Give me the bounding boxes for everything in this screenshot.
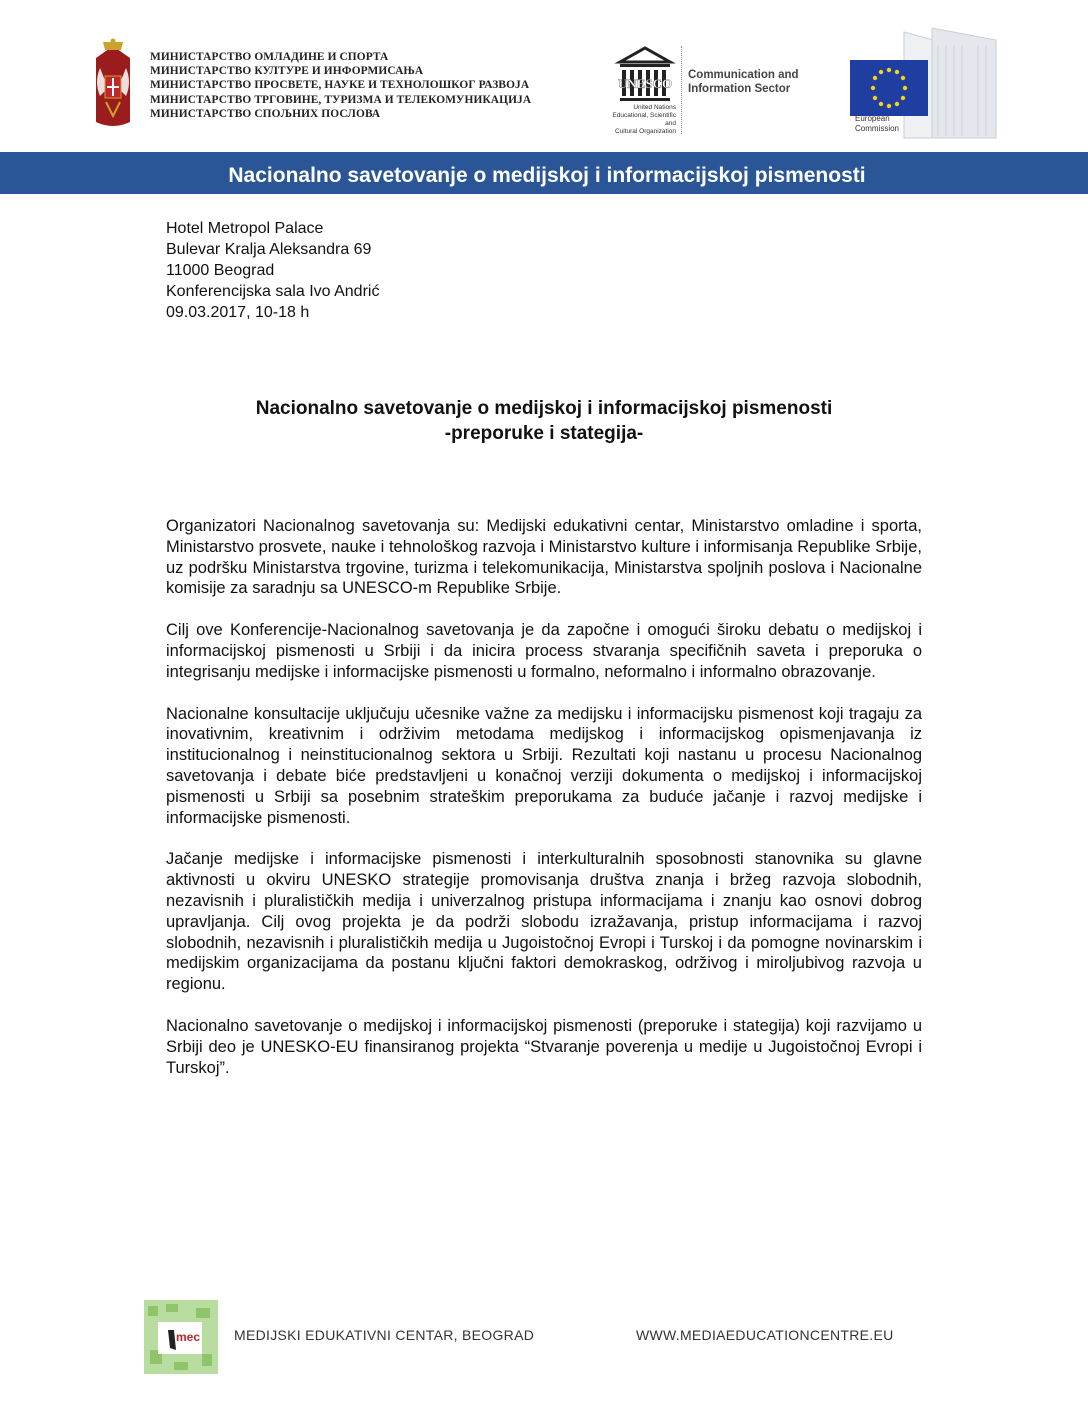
footer-website: WWW.MEDIAEDUCATIONCENTRE.EU [636, 1327, 894, 1343]
body-paragraph: Nacionalno savetovanje o medijskoj i informacijskoj pismenosti (preporuke i stategija) koji razvijamo u Srbiji deo je UNESKO-EU finansiranog projekta “Stvaranje poverenja u medije u Jugoistočnoj Evropi i Turskoj”. [166, 1016, 922, 1077]
unesco-subtitle [612, 104, 676, 136]
document-body [166, 516, 922, 1099]
body-paragraph: Cilj ove Konferencije-Nacionalnog savetovanja je da započne i omogući široku debatu o medijskoj i informacijskoj pismenosti u Srbiji i da inicira process stvaranja specifičnih saveta i preporuka o integrisanju medijske i informacijske pismenosti u formalno, neformalno i informalno obrazovanje. [166, 621, 922, 681]
media-education-centre-logo-icon [144, 1300, 218, 1374]
address-line: Konferencijska sala Ivo Andrić [166, 283, 380, 300]
address-line: 09.03.2017, 10-18 h [166, 304, 310, 321]
body-paragraph: Jačanje medijske i informacijske pismenosti i interkulturalnih sposobnosti stanovnika su glavne aktivnosti u okviru UNESKO strategije promovisanja društva znanja i bržeg razvoja slobodnih, nezavisnih i pluralističkih medija i univerzalnog pristupa informacijama i znanju kao osnovi dobrog upravljanja. Cilj ovog projekta je da podrži slobodu izražavanja, pristup informacijama i razvoj slobodnih, nezavisnih i pluralističkih medija u Jugoistočnoj Evropi i Turskoj i da pomogne novinarskim i medijskim organizacijama da postanu ključni faktori demokraskog, održivog i miroljubivog razvoja u regionu. [166, 850, 922, 994]
address-line: Hotel Metropol Palace [166, 220, 324, 237]
ministry-line: МИНИСТАРСТВО ОМЛАДИНЕ И СПОРТА [150, 51, 389, 63]
serbian-coat-of-arms-icon [86, 38, 140, 130]
european-commission-logo-icon [820, 26, 1000, 142]
ministry-line: МИНИСТАРСТВО КУЛТУРЕ И ИНФОРМИСАЊА [150, 65, 424, 78]
communication-sector-label [688, 68, 799, 96]
title-banner: Nacionalno savetovanje o medijskoj i informacijskoj pismenosti [0, 152, 1088, 194]
unesco-subtitle-line: Cultural Organization [614, 128, 676, 135]
body-paragraph: Organizatori Nacionalnog savetovanja su: Medijski edukativni centar, Ministarstvo omladine i sporta, Ministarstvo prosvete, nauke i tehnološkog razvoja i Ministarstvo kulture i informisanja Republike Srbije, uz podršku Ministarstva trgovine, turizma i telekomunikacija, Ministarstva spoljnih poslova i Nacionalne komisije za saradnju sa UNESCO-m Republike Srbije. [166, 517, 922, 598]
address-line: 11000 Beograd [166, 262, 275, 279]
address-line: Bulevar Kralja Aleksandra 69 [166, 241, 372, 258]
communication-sector-line: Information Sector [688, 83, 791, 95]
ministries-list [150, 50, 531, 121]
ministry-line: МИНИСТАРСТВО ТРГОВИНЕ, ТУРИЗМА И ТЕЛЕКОМУНИКАЦИЈА [150, 93, 532, 106]
european-commission-label [855, 114, 899, 134]
body-paragraph: Nacionalne konsultacije uključuju učesnike važne za medijsku i informacijsku pismenost koji tragaju za inovativnim, kreativnim i održivim metodama medijskog i informacijskog opismenjavanja iz institucionalnog i neinstitucionalnog sektora u Srbiji. Rezultati koji nastanu u procesu Nacionalnog savetovanja i debate biće predstavljeni u konačnoj verziji dokumenta o medijskoj i informacijskoj pismenosti u Srbiji sa posebnim strateškim preporukama za buduće jačanje i razvoj medijske i informacijske pismenosti. [166, 704, 922, 827]
title-line-1: Nacionalno savetovanje o medijskoj i informacijskoj pismenosti [255, 398, 833, 419]
document-title [150, 396, 938, 446]
ec-label-line: European [855, 114, 890, 123]
unesco-subtitle-line: Educational, Scientific and [612, 112, 676, 127]
ministry-line: МИНИСТАРСТВО СПОЉНИХ ПОСЛОВА [150, 107, 381, 120]
communication-sector-line: Communication and [688, 69, 799, 81]
unesco-subtitle-line: United Nations [633, 104, 676, 111]
footer-logo-text: mec [175, 1330, 201, 1344]
ministry-line: МИНИСТАРСТВО ПРОСВЕТЕ, НАУКЕ И ТЕХНОЛОШКОГ РАЗВОЈА [150, 79, 530, 92]
venue-address [166, 218, 379, 323]
unesco-word: UNESCO [617, 76, 673, 91]
title-line-2: -preporuke i stategija- [444, 423, 644, 444]
footer-organization: MEDIJSKI EDUKATIVNI CENTAR, BEOGRAD [234, 1327, 535, 1343]
logo-divider [681, 46, 682, 134]
ec-label-line: Commission [855, 124, 900, 133]
letterhead [0, 0, 1088, 150]
